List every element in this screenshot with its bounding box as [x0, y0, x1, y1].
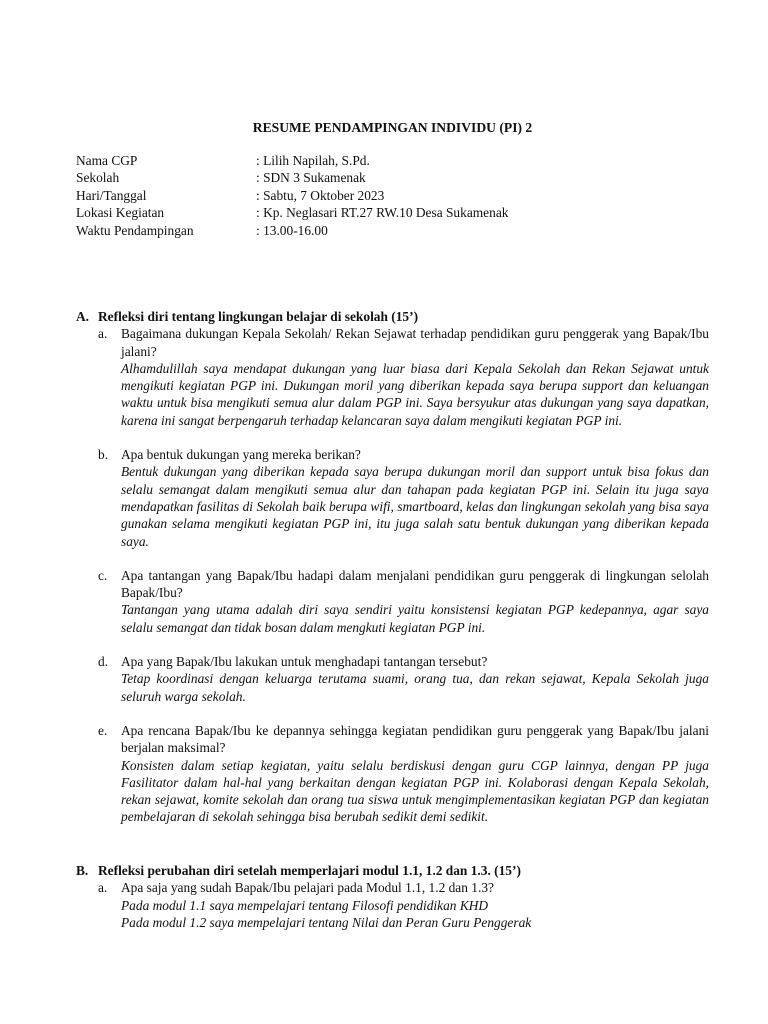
info-label: Nama CGP [76, 153, 138, 168]
answer-line: Pada modul 1.1 saya mempelajari tentang Filosofi pendidikan KHD [121, 897, 489, 913]
section-heading [76, 308, 709, 325]
answer-text: Tantangan yang utama adalah diri saya sendiri yaitu konsistensi kegiatan PGP kedepannya, agar saya selalu semangat dan tidak bosan dalam mengkuti kegiatan PGP ini. [121, 602, 709, 635]
section-a [76, 308, 709, 826]
info-row-sekolah [76, 169, 508, 186]
answer-text: Konsisten dalam setiap kegiatan, yaitu selalu berdiskusi dengan guru CGP lainnya, dengan PP juga Fasilitator dalam hal-hal yang berkaitan dengan kegiatan PGP ini. Kolaborasi dengan Kepala Sekolah, rekan sejawat, komite sekolah dan orang tua siswa untuk mengimplementasikan kegiatan PGP dan kegiatan pembelajaran di sekolah sehingga bisa berubah sedikit demi sedikit. [121, 757, 709, 825]
identity-info [76, 152, 508, 239]
info-label: Waktu Pendampingan [76, 222, 194, 238]
question-text: Apa tantangan yang Bapak/Ibu hadapi dalam menjalani pendidikan guru penggerak di lingkungan selolah Bapak/Ibu? [121, 567, 709, 601]
question-text: Apa bentuk dukungan yang mereka berikan? [121, 447, 361, 463]
section-letter: B. [76, 863, 89, 878]
info-row-waktu [76, 222, 508, 239]
info-row-hari-tanggal [76, 187, 508, 204]
answer-text: Alhamdulillah saya mendapat dukungan yang luar biasa dari Kepala Sekolah dan Rekan Sejawat untuk mengikuti kegiatan PGP ini. Dukungan moril yang diberikan kepada saya berupa support dan keluangan waktu untuk bisa mengikuti semua alur dalam PGP ini. Saya bersyukur atas dukungan yang saya dapatkan, karena ini sangat berpengaruh terhadap kelancaran saya dalam mengikuti kegiatan PGP ini. [121, 360, 709, 428]
info-value: : Kp. Neglasari RT.27 RW.10 Desa Sukamenak [256, 205, 509, 221]
question-text: Apa yang Bapak/Ibu lakukan untuk menghadapi tantangan tersebut? [121, 654, 488, 670]
question-text: Apa saja yang sudah Bapak/Ibu pelajari pada Modul 1.1, 1.2 dan 1.3? [121, 880, 494, 896]
question-item [76, 722, 709, 826]
answer-text: Bentuk dukungan yang diberikan kepada saya berupa dukungan moril dan support untuk bisa fokus dan selalu semangat dalam mengikuti semua alur dan tahapan pada kegiatan PGP ini. Selain itu juga saya mendapatkan fasilitas di Sekolah baik berupa wifi, smartboard, kelas dan lingkungan sekolah yang bisa saya gunakan selama mengikuti kegiatan PGP ini, itu juga salah satu bentuk dukungan yang diberikan kepada saya. [121, 464, 709, 549]
question-item [76, 325, 709, 429]
question-letter: e. [98, 722, 108, 738]
section-heading-text: Refleksi diri tentang lingkungan belajar di sekolah (15’) [98, 309, 419, 324]
info-value: : Sabtu, 7 Oktober 2023 [256, 187, 385, 203]
question-letter: d. [98, 654, 109, 670]
question-letter: b. [98, 447, 109, 463]
question-letter: a. [98, 880, 108, 896]
question-item [76, 446, 709, 550]
question-item [76, 879, 709, 931]
question-item [76, 567, 709, 636]
info-label: Sekolah [76, 170, 120, 186]
section-heading [76, 862, 709, 879]
info-label: Hari/Tanggal [76, 187, 147, 203]
info-value: : 13.00-16.00 [256, 222, 328, 238]
section-heading-text: Refleksi perubahan diri setelah memperlajari modul 1.1, 1.2 dan 1.3. (15’) [98, 863, 521, 878]
question-letter: a. [98, 326, 108, 342]
info-value: : Lilih Napilah, S.Pd. [256, 153, 370, 168]
question-text: Bagaimana dukungan Kepala Sekolah/ Rekan Sejawat terhadap pendidikan guru penggerak yang Bapak/Ibu jalani? [121, 326, 709, 359]
question-text: Apa rencana Bapak/Ibu ke depannya sehingga kegiatan pendidikan guru penggerak yang Bapak/Ibu jalani berjalan maksimal? [121, 722, 709, 756]
info-label: Lokasi Kegiatan [76, 205, 165, 221]
answer-line: Pada modul 1.2 saya mempelajari tentang Nilai dan Peran Guru Penggerak [121, 914, 532, 930]
info-value: : SDN 3 Sukamenak [256, 170, 366, 186]
question-item [76, 653, 709, 705]
section-b [76, 862, 709, 931]
question-letter: c. [98, 567, 108, 583]
info-row-nama [76, 152, 508, 169]
info-row-lokasi [76, 204, 508, 221]
section-letter: A. [76, 309, 90, 324]
answer-text: Tetap koordinasi dengan keluarga terutama suami, orang tua, dan rekan sejawat, Kepala Sekolah juga seluruh warga sekolah. [121, 671, 709, 704]
page-title: RESUME PENDAMPINGAN INDIVIDU (PI) 2 [252, 120, 533, 135]
